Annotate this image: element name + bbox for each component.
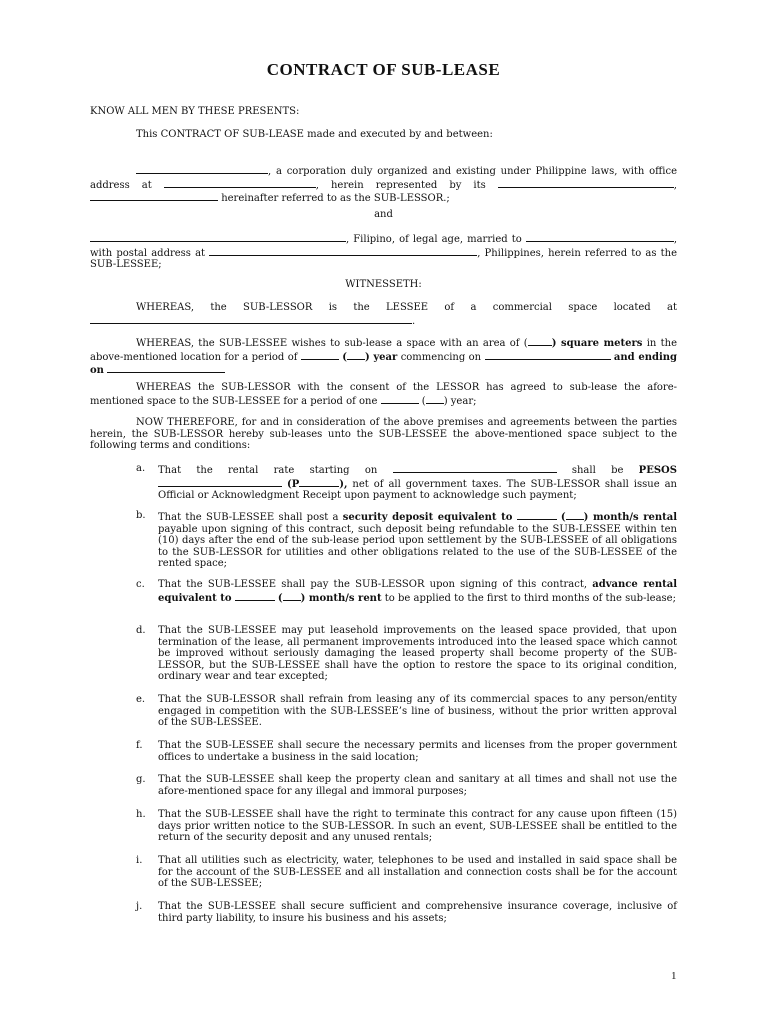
term-h-label: h. — [136, 809, 146, 820]
term-h-text: That the SUB-LESSEE shall have the right to terminate this contract for any cause upon fifteen (15) days prior written notice to the SUB-LESSOR. In such an event, SUB-LESSEE shall be entitled to the return of the security deposit and any unused rentals; — [158, 809, 677, 843]
document-title: CONTRACT OF SUB-LEASE — [266, 60, 501, 79]
whereas-1-text: WHEREAS, the SUB-LESSOR is the LESSEE of a commercial space located at — [136, 302, 677, 313]
representative-position-blank[interactable] — [90, 191, 218, 201]
term-c-text-5: to be applied to the first to third months of the sub-lease; — [384, 592, 676, 604]
lessor-text-3: hereinafter referred to as the SUB-LESSOR.; — [221, 193, 450, 204]
whereas-2-text-c: in the above-mentioned location for a period of — [90, 338, 677, 363]
rental-amount-number-blank[interactable] — [299, 477, 339, 487]
commencing-date-blank[interactable] — [485, 350, 611, 360]
term-d-text: That the SUB-LESSEE may put leasehold improvements on the leased space provided, that upon termination of the lease, all permanent improvements introduced into the leased space which cannot be improved without seriously damaging the leased property shall become property of the SUB-LESSOR, but the SUB-LESSEE shall have the option to restore the space to its original condition, ordinary wear and tear excepted; — [158, 625, 677, 682]
term-h — [136, 809, 677, 844]
whereas-3 — [90, 382, 677, 407]
term-e — [136, 694, 677, 729]
representative-blank[interactable] — [498, 178, 674, 188]
sub-lessee-paragraph: , Filipino, of legal age, married to , with postal address at , Philippines, herein referred to as the SUB-LESSEE; — [90, 234, 677, 270]
term-j — [136, 901, 677, 924]
term-c-label: c. — [136, 579, 145, 590]
term-a — [136, 463, 677, 502]
rental-amount-words-blank[interactable] — [158, 477, 282, 487]
lessor-text-1: , a corporation duly organized and existing under Philippine laws, with office address at — [90, 166, 677, 191]
whereas-3-text-b: ( — [421, 395, 426, 407]
term-b-text-1: That the SUB-LESSEE shall post a — [158, 512, 339, 523]
term-i-text: That all utilities such as electricity, water, telephones to be used and installed in said space shall be for the account of the SUB-LESSEE and all installation and connection costs shall be for the account of the SUB-LESSEE; — [158, 855, 677, 889]
advance-words-blank[interactable] — [235, 591, 275, 601]
term-e-label: e. — [136, 694, 146, 705]
term-b-text-5: payable upon signing of this contract, such deposit being refundable to the SUB-LESSEE within ten (10) days after the end of the sub-lease period upon settlement by the SUB-LESSEE of all obligations to the SUB-LESSOR for utilities and other obligations related to the use of the SUB-LESSEE of the rented space; — [158, 523, 677, 569]
whereas-2-text-a: WHEREAS, the SUB-LESSEE wishes to sub-lease a space with an area of ( — [136, 338, 528, 349]
term-c-text-1: That the SUB-LESSEE shall pay the SUB-LESSOR upon signing of this contract, — [158, 579, 588, 590]
deposit-words-blank[interactable] — [517, 510, 557, 520]
term-a-text-3: PESOS — [638, 465, 677, 476]
term-e-text: That the SUB-LESSOR shall refrain from leasing any of its commercial spaces to any person/entity engaged in competition with the SUB-LESSEE’s line of business, without the prior written approval of the SUB-LESSEE. — [158, 694, 677, 728]
one-year-words-blank[interactable] — [381, 394, 419, 404]
lessor-text-2: , herein represented by its — [315, 179, 486, 191]
office-address-blank[interactable] — [164, 178, 316, 188]
whereas-2 — [90, 336, 677, 377]
space-location-blank[interactable] — [90, 314, 412, 324]
term-c-text-2: advance rental equivalent to — [158, 579, 677, 604]
whereas-2-text-b: ) square meters — [551, 338, 643, 349]
term-f — [136, 740, 677, 763]
whereas-2-text-f: commencing on — [400, 351, 482, 363]
term-b-text-2: security deposit equivalent to — [342, 512, 513, 523]
ending-date-blank[interactable] — [107, 363, 225, 373]
whereas-1: WHEREAS, the SUB-LESSOR is the LESSEE of a commercial space located at . — [90, 302, 677, 327]
whereas-2-text-d: ( — [342, 351, 347, 363]
sub-lessor-paragraph: , a corporation duly organized and existing under Philippine laws, with office address at , herein represented by its , hereinafter referred to as the SUB-LESSOR.; — [90, 166, 677, 204]
term-a-label: a. — [136, 463, 146, 474]
term-i — [136, 855, 677, 890]
period-words-blank[interactable] — [301, 350, 339, 360]
term-a-text-6: net of all government taxes. The SUB-LESSOR shall issue an Official or Acknowledgment Receipt upon payment to acknowledge such payment; — [158, 478, 677, 501]
document-page — [90, 0, 677, 1024]
area-blank[interactable] — [528, 336, 552, 346]
whereas-2-text-e: ) year — [364, 351, 398, 363]
term-b-label: b. — [136, 510, 146, 521]
one-year-number-blank[interactable] — [426, 394, 444, 404]
term-j-label: j. — [136, 901, 143, 912]
term-g-text: That the SUB-LESSEE shall keep the property clean and sanitary at all times and shall not use the afore-mentioned space for any illegal and immoral purposes; — [158, 774, 677, 797]
term-b-text-3: ( — [560, 512, 566, 523]
deposit-number-blank[interactable] — [566, 510, 584, 520]
corporation-name-blank[interactable] — [136, 164, 268, 174]
term-a-text-1: That the rental rate starting on — [158, 465, 378, 476]
term-f-label: f. — [136, 740, 143, 751]
term-a-text-4: (P — [286, 478, 300, 490]
term-c — [136, 579, 677, 604]
term-b — [136, 510, 677, 570]
term-j-text: That the SUB-LESSEE shall secure sufficient and comprehensive insurance coverage, inclusive of third party liability, to insure his business and his assets; — [158, 901, 677, 924]
page-number: 1 — [671, 970, 677, 982]
advance-number-blank[interactable] — [283, 591, 301, 601]
term-d-label: d. — [136, 625, 146, 636]
term-d — [136, 625, 677, 683]
postal-address-blank[interactable] — [209, 246, 477, 256]
term-a-text-2: shall be — [571, 465, 624, 476]
term-g-label: g. — [136, 774, 146, 785]
whereas-3-text-a: WHEREAS the SUB-LESSOR with the consent of the LESSOR has agreed to sub-lease the afore-mentioned space to the SUB-LESSEE for a period of one — [90, 382, 677, 407]
period-number-blank[interactable] — [347, 350, 365, 360]
term-f-text: That the SUB-LESSEE shall secure the necessary permits and licenses from the proper government offices to undertake a business in the said location; — [158, 740, 677, 763]
term-b-text-4: ) month/s rental — [583, 512, 677, 523]
whereas-3-text-c: ) year; — [443, 395, 477, 407]
term-c-text-4: ) month/s rent — [300, 592, 382, 604]
whereas-2-text-g: and ending on — [90, 351, 678, 376]
made-by-paragraph: This CONTRACT OF SUB-LEASE made and executed by and between: — [136, 129, 493, 140]
witnesseth-heading: WITNESSETH: — [345, 279, 422, 290]
lessee-name-blank[interactable] — [90, 232, 346, 242]
lessee-text-3: , Philippines, herein referred to as the SUB-LESSEE; — [90, 247, 677, 270]
term-c-text-3: ( — [277, 592, 283, 604]
term-a-text-5: ), — [339, 478, 348, 490]
now-therefore-paragraph: NOW THEREFORE, for and in consideration of the above premises and agreements between the parties herein, the SUB-LESSOR hereby sub-leases unto the SUB-LESSEE the above-mentioned space subject to the following terms and conditions: — [90, 417, 677, 451]
spouse-name-blank[interactable] — [526, 232, 674, 242]
lessee-text-1: , Filipino, of legal age, married to — [346, 234, 522, 245]
know-all-men: KNOW ALL MEN BY THESE PRESENTS: — [90, 106, 300, 117]
rental-start-date-blank[interactable] — [393, 463, 557, 473]
and-divider: and — [374, 209, 393, 220]
term-i-label: i. — [136, 855, 143, 866]
term-g — [136, 774, 677, 797]
lessee-text-2: with postal address at — [90, 247, 206, 259]
